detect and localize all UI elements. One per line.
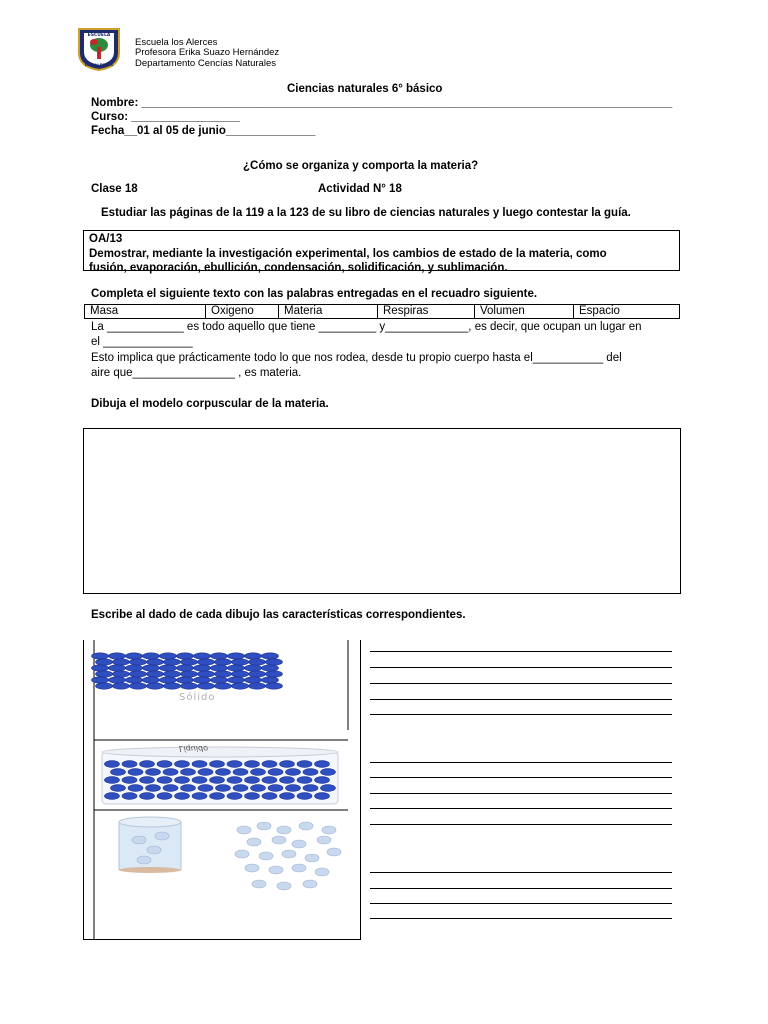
particle: [96, 659, 113, 665]
particle: [262, 653, 279, 659]
particle: [177, 665, 194, 671]
particle: [181, 671, 198, 677]
particle: [266, 683, 283, 689]
particle: [245, 777, 260, 784]
school-logo: [76, 27, 122, 71]
particle: [280, 777, 295, 784]
particle: [109, 677, 126, 683]
particle: [233, 769, 248, 776]
particle: [327, 848, 341, 856]
particle: [262, 665, 279, 671]
objective-line-2: fusión, evaporación, ebullición, condensación, solidificación, y sublimación.: [89, 262, 508, 274]
particle: [143, 677, 160, 683]
particle: [105, 777, 120, 784]
particle: [315, 793, 330, 800]
particle: [105, 761, 120, 768]
particle: [315, 777, 330, 784]
question-title: ¿Cómo se organiza y comporta la materia?: [243, 160, 479, 172]
objective-line-1: Demostrar, mediante la investigación experimental, los cambios de estado de la materia, como: [89, 247, 607, 260]
word-bank-cell: Respiras: [378, 305, 475, 319]
particle: [164, 659, 181, 665]
objective-code: OA/13: [89, 233, 123, 245]
particle: [272, 836, 286, 844]
particle: [194, 653, 211, 659]
particle: [126, 665, 143, 671]
particle: [181, 769, 196, 776]
particle: [147, 659, 164, 665]
particle: [96, 683, 113, 689]
draw-instruction: Dibuja el modelo corpuscular de la materia.: [91, 398, 329, 410]
particle: [280, 761, 295, 768]
particle: [232, 671, 249, 677]
particle: [305, 854, 319, 862]
fill-text-line-1[interactable]: La ____________ es todo aquello que tiene _________ y_____________, es decir, que ocupan un lugar en: [91, 321, 642, 333]
particle: [96, 671, 113, 677]
particle: [315, 761, 330, 768]
particle: [322, 826, 336, 834]
particle: [262, 677, 279, 683]
particle: [128, 785, 143, 792]
particle: [262, 761, 277, 768]
particle: [262, 777, 277, 784]
particle: [245, 864, 259, 872]
particle: [216, 785, 231, 792]
particle: [175, 777, 190, 784]
particle: [211, 665, 228, 671]
particle: [194, 677, 211, 683]
particle: [216, 769, 231, 776]
particle: [192, 761, 207, 768]
particle: [137, 856, 151, 864]
particle: [147, 683, 164, 689]
particle: [303, 785, 318, 792]
particle: [232, 659, 249, 665]
particle: [233, 785, 248, 792]
particle: [299, 822, 313, 830]
particle: [157, 793, 172, 800]
particle: [181, 785, 196, 792]
particle: [109, 653, 126, 659]
study-instruction: Estudiar las páginas de la 119 a la 123 de su libro de ciencias naturales y luego contestar la guía.: [101, 207, 631, 219]
particle: [126, 653, 143, 659]
particle: [122, 777, 137, 784]
particle: [146, 769, 161, 776]
particle: [235, 850, 249, 858]
particle: [245, 761, 260, 768]
objective-box: [83, 230, 680, 274]
particle: [286, 785, 301, 792]
school-name: Escuela los Alerces: [135, 37, 218, 48]
particle: [160, 677, 177, 683]
solid-particles: [92, 653, 283, 689]
word-bank-cell: Oxigeno: [206, 305, 279, 319]
answer-line[interactable]: [370, 762, 672, 763]
particle: [237, 826, 251, 834]
department-name: Departamento Cencías Naturales: [135, 58, 276, 69]
drawing-area[interactable]: [83, 428, 681, 594]
particle: [164, 683, 181, 689]
particle: [211, 677, 228, 683]
particle: [303, 769, 318, 776]
logo-top-text: ESCUELA: [87, 33, 111, 38]
particle: [251, 769, 266, 776]
particle: [177, 653, 194, 659]
nombre-field[interactable]: Nombre: ___________________________________________________________________________________: [91, 97, 673, 109]
particle: [113, 683, 130, 689]
particle: [227, 761, 242, 768]
particle: [122, 793, 137, 800]
particle: [303, 880, 317, 888]
particle: [228, 653, 245, 659]
fill-text-line-4[interactable]: aire que________________ , es materia.: [91, 367, 302, 379]
complete-instruction: Completa el siguiente texto con las palabras entregadas en el recuadro siguiente.: [91, 288, 538, 300]
particle: [92, 665, 109, 671]
particle: [109, 665, 126, 671]
particle: [140, 793, 155, 800]
particle: [143, 665, 160, 671]
solid-caption: Sólido: [179, 692, 216, 703]
word-bank-table: [84, 304, 680, 319]
page-title: Ciencias naturales 6° básico: [287, 83, 443, 95]
answer-line[interactable]: [370, 651, 672, 652]
answer-line[interactable]: [370, 824, 672, 825]
answer-line[interactable]: [370, 808, 672, 809]
particle: [128, 769, 143, 776]
particle: [211, 653, 228, 659]
answer-line[interactable]: [370, 699, 672, 700]
answer-line[interactable]: [370, 714, 672, 715]
particle: [147, 846, 161, 854]
write-instruction: Escribe al dado de cada dibujo las características correspondientes.: [91, 609, 466, 621]
particle: [160, 665, 177, 671]
particle: [232, 683, 249, 689]
particle: [277, 882, 291, 890]
particle: [92, 677, 109, 683]
particle: [164, 671, 181, 677]
particle: [146, 785, 161, 792]
particle: [282, 850, 296, 858]
particle: [245, 793, 260, 800]
particle: [245, 665, 262, 671]
particle: [259, 852, 273, 860]
particle: [130, 671, 147, 677]
particle: [297, 777, 312, 784]
particle: [113, 659, 130, 665]
particle: [92, 653, 109, 659]
particle: [227, 793, 242, 800]
gas-container: [119, 817, 341, 890]
particle: [157, 777, 172, 784]
particle: [175, 761, 190, 768]
particle: [181, 683, 198, 689]
particle: [257, 822, 271, 830]
word-bank-cell: Materia: [279, 305, 378, 319]
particle: [155, 832, 169, 840]
particle: [245, 677, 262, 683]
particle: [111, 769, 126, 776]
particle: [132, 836, 146, 844]
word-bank-cell: Masa: [85, 305, 206, 319]
particle: [215, 671, 232, 677]
logo-bottom-text: LOS ALERCES: [84, 62, 114, 67]
particle: [210, 793, 225, 800]
particle: [210, 761, 225, 768]
states-of-matter-image-frame: [83, 640, 361, 940]
particle: [210, 777, 225, 784]
answer-line[interactable]: [370, 918, 672, 919]
particle: [266, 671, 283, 677]
particle: [297, 761, 312, 768]
particle: [143, 653, 160, 659]
particle: [192, 777, 207, 784]
particle: [122, 761, 137, 768]
particle: [297, 793, 312, 800]
clase-label: Clase 18: [91, 183, 138, 195]
fill-text-line-2[interactable]: el ______________: [91, 336, 193, 348]
particle: [198, 769, 213, 776]
particle: [157, 761, 172, 768]
particle: [192, 793, 207, 800]
answer-line[interactable]: [370, 683, 672, 684]
particle: [181, 659, 198, 665]
particle: [194, 665, 211, 671]
word-bank-cell: Volumen: [475, 305, 574, 319]
liquid-container: [102, 747, 338, 804]
particle: [163, 769, 178, 776]
particle: [175, 793, 190, 800]
particle: [249, 659, 266, 665]
actividad-label: Actividad N° 18: [318, 183, 402, 195]
answer-line[interactable]: [370, 667, 672, 668]
particle: [249, 671, 266, 677]
curso-field[interactable]: Curso: _________________: [91, 111, 240, 123]
word-bank-cell: Espacio: [574, 305, 680, 319]
particle: [215, 659, 232, 665]
teacher-name: Profesora Erika Suazo Hernández: [135, 47, 280, 58]
particle: [315, 868, 329, 876]
particle: [247, 838, 261, 846]
particle: [266, 659, 283, 665]
particle: [292, 864, 306, 872]
particle: [268, 769, 283, 776]
particle: [163, 785, 178, 792]
particle: [321, 785, 336, 792]
particle: [268, 785, 283, 792]
particle: [286, 769, 301, 776]
particle: [198, 671, 215, 677]
particle: [317, 836, 331, 844]
particle: [113, 671, 130, 677]
answer-line[interactable]: [370, 888, 672, 889]
particle: [227, 777, 242, 784]
particle: [292, 840, 306, 848]
answer-line[interactable]: [370, 872, 672, 873]
particle: [228, 677, 245, 683]
particle: [111, 785, 126, 792]
answer-line[interactable]: [370, 903, 672, 904]
particle: [252, 880, 266, 888]
particle: [245, 653, 262, 659]
fill-text-line-3[interactable]: Esto implica que prácticamente todo lo que nos rodea, desde tu propio cuerpo hasta el___________ del: [91, 352, 622, 364]
particle: [277, 826, 291, 834]
particle: [147, 671, 164, 677]
particle: [280, 793, 295, 800]
liquid-caption: Líquido: [179, 744, 209, 753]
particle: [105, 793, 120, 800]
particle: [215, 683, 232, 689]
particle: [251, 785, 266, 792]
particle: [262, 793, 277, 800]
particle: [198, 683, 215, 689]
particle: [130, 683, 147, 689]
particle: [140, 761, 155, 768]
answer-line[interactable]: [370, 777, 672, 778]
particle: [321, 769, 336, 776]
particle: [198, 785, 213, 792]
particle: [130, 659, 147, 665]
particle: [126, 677, 143, 683]
particle: [249, 683, 266, 689]
fecha-field[interactable]: Fecha__01 al 05 de junio______________: [91, 125, 316, 137]
answer-line[interactable]: [370, 793, 672, 794]
particle: [198, 659, 215, 665]
particle: [160, 653, 177, 659]
particle: [140, 777, 155, 784]
particle: [228, 665, 245, 671]
particle: [269, 866, 283, 874]
particle: [177, 677, 194, 683]
